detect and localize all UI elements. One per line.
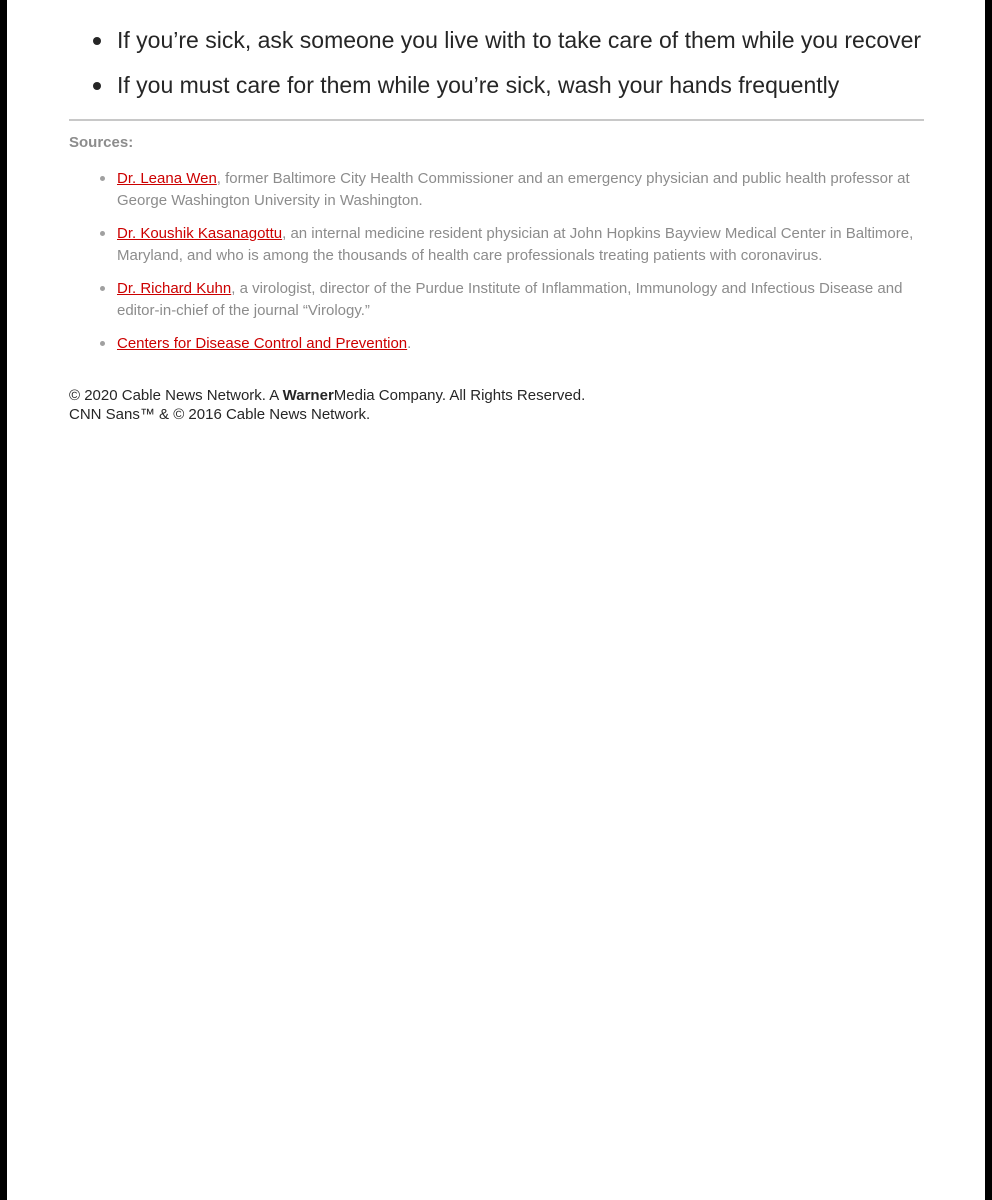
- source-link-richard-kuhn[interactable]: Dr. Richard Kuhn: [117, 280, 232, 297]
- care-tips-list: [69, 22, 924, 112]
- copyright-line: © 2020 Cable News Network. A WarnerMedia Company. All Rights Reserved.: [69, 387, 586, 404]
- source-item: [69, 278, 924, 322]
- list-item-text: If you’re sick, ask someone you live with to take care of them while you recover: [117, 27, 922, 53]
- bullet-icon: [100, 231, 105, 236]
- bullet-icon: [100, 286, 105, 291]
- source-link-leana-wen[interactable]: Dr. Leana Wen: [117, 170, 217, 187]
- list-item-text: If you must care for them while you’re sick, wash your hands frequently: [117, 72, 840, 98]
- warnermedia-logo-bold: Warner: [282, 387, 334, 404]
- bullet-icon: [100, 176, 105, 181]
- source-item: [69, 168, 924, 212]
- source-description: , a virologist, director of the Purdue Institute of Inflammation, Immunology and Infectious Disease and editor-in-chief of the journal “Virology.”: [117, 280, 903, 319]
- source-item: [69, 223, 924, 267]
- source-link-cdc[interactable]: Centers for Disease Control and Prevention: [117, 335, 408, 352]
- source-description: .: [407, 335, 412, 352]
- list-item: [69, 67, 924, 112]
- warnermedia-logo-regular: Media: [333, 387, 375, 404]
- sources-heading: Sources:: [69, 134, 134, 151]
- section-divider: [69, 119, 924, 121]
- source-description: , an internal medicine resident physician at John Hopkins Bayview Medical Center in Baltimore, Maryland, and who is among the thousands of health care professionals treating patients with coronavirus.: [117, 225, 914, 264]
- sources-list: [69, 168, 924, 366]
- article-page: [7, 0, 985, 1200]
- source-item: [69, 333, 924, 355]
- source-link-koushik-kasanagottu[interactable]: Dr. Koushik Kasanagottu: [117, 225, 283, 242]
- source-description: , former Baltimore City Health Commissioner and an emergency physician and public health professor at George Washington University in Washington.: [117, 170, 910, 209]
- bullet-icon: [93, 82, 101, 90]
- font-copyright-line: CNN Sans™ & © 2016 Cable News Network.: [69, 406, 371, 423]
- bullet-icon: [100, 341, 105, 346]
- copyright-footer: [69, 386, 585, 424]
- list-item: [69, 22, 924, 67]
- bullet-icon: [93, 37, 101, 45]
